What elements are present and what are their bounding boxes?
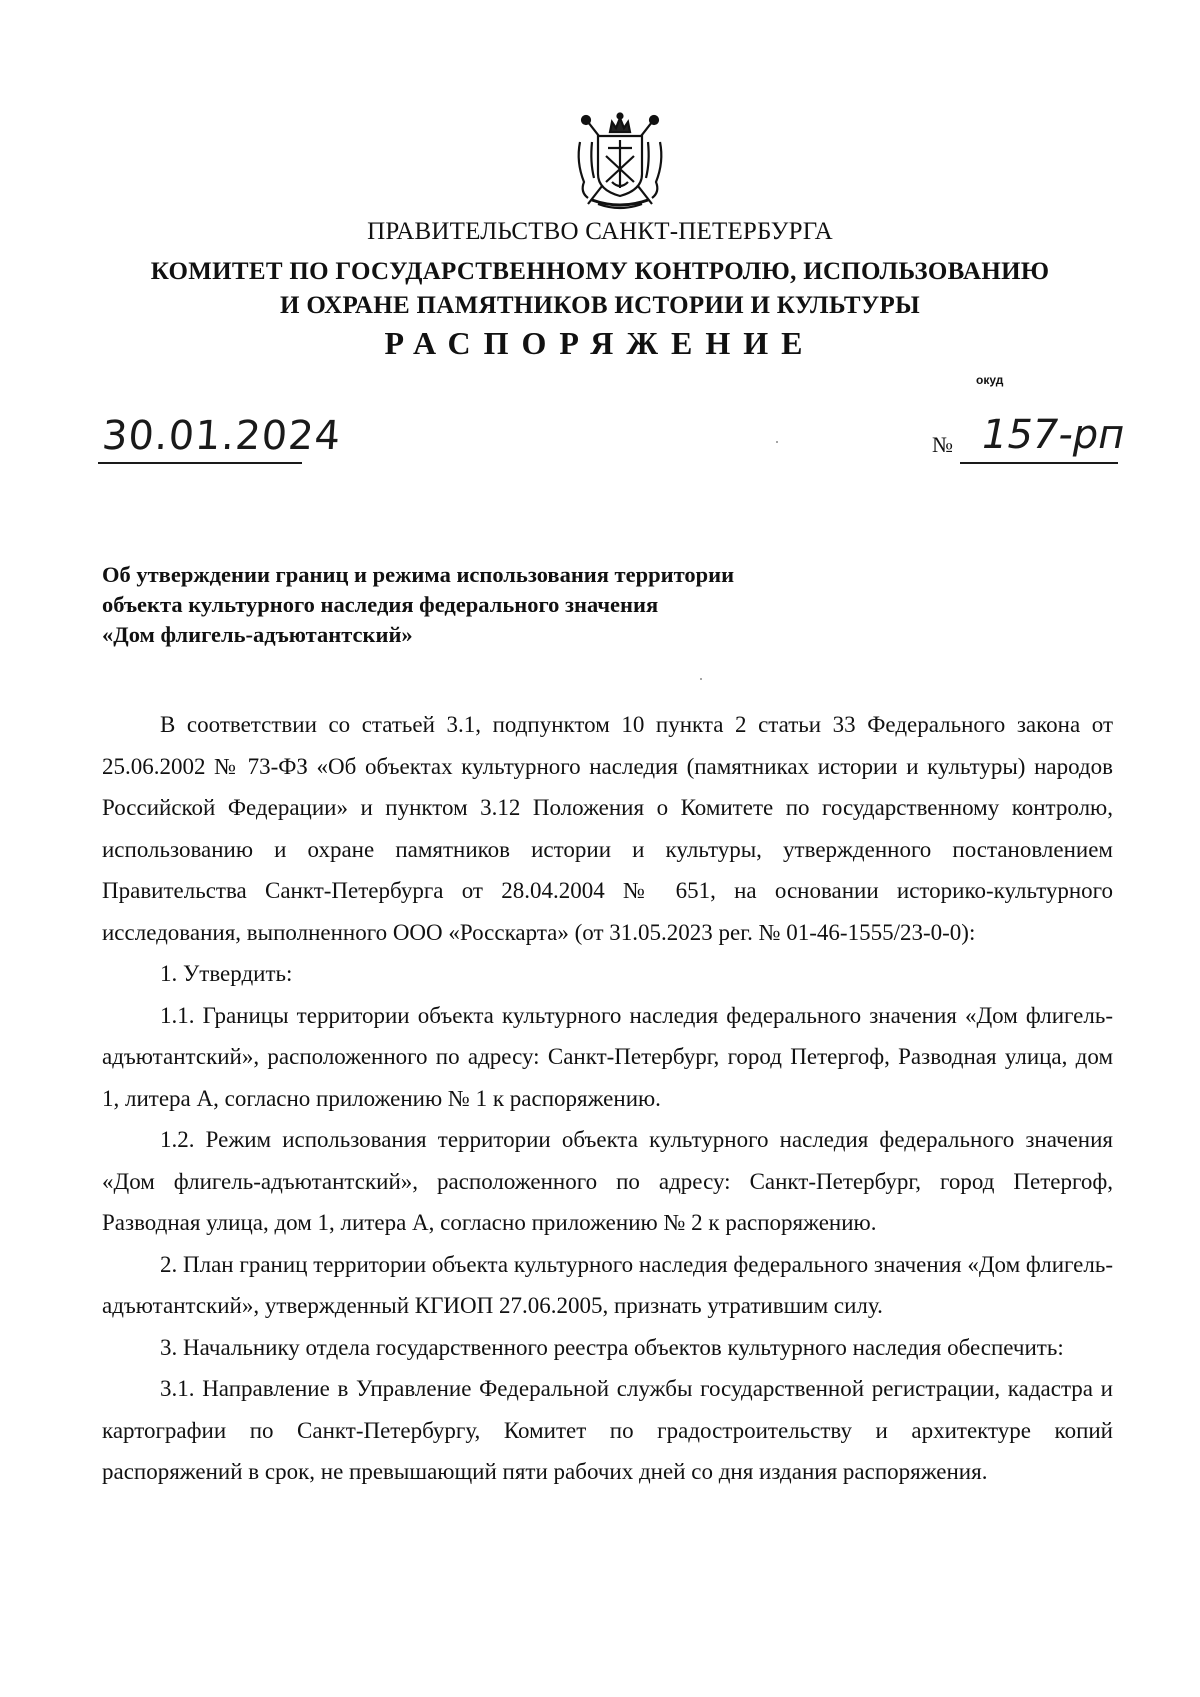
paragraph-item-3: 3. Начальнику отдела государственного реестра объектов культурного наследия обеспечить: <box>160 1334 1064 1360</box>
government-name: ПРАВИТЕЛЬСТВО САНКТ-ПЕТЕРБУРГА <box>367 218 833 245</box>
okud-label: окуд <box>976 373 1004 387</box>
document-type: РАСПОРЯЖЕНИЕ <box>384 325 816 361</box>
scan-speck <box>700 678 702 680</box>
title-line-1: Об утверждении границ и режима использования территории <box>102 562 735 587</box>
paragraph-item-2: 2. План границ территории объекта культурного наследия федерального значения «Дом флигель-адъютантский», утвержденный КГИОП 27.06.2005, признать утратившим силу. <box>102 1251 1113 1318</box>
title-line-2: объекта культурного наследия федерального значения <box>102 592 659 617</box>
committee-name-line-2: И ОХРАНЕ ПАМЯТНИКОВ ИСТОРИИ И КУЛЬТУРЫ <box>280 292 920 319</box>
paragraph-item-1-2: 1.2. Режим использования территории объекта культурного наследия федерального значения «Дом флигель-адъютантский», расположенного по адресу: Санкт-Петербург, город Петергоф, Разводная улица, дом 1, литера А, согласно приложению № 2 к распоряжению. <box>102 1127 1113 1235</box>
paragraph-item-1-1: 1.1. Границы территории объекта культурного наследия федерального значения «Дом флигель-адъютантский», расположенного по адресу: Санкт-Петербург, город Петергоф, Разводная улица, дом 1, литера А, согласно приложению № 1 к распоряжению. <box>102 1002 1113 1111</box>
document-number: 157-рп <box>982 412 1125 458</box>
scan-speck <box>776 441 778 443</box>
committee-name-line-1: КОМИТЕТ ПО ГОСУДАРСТВЕННОМУ КОНТРОЛЮ, ИСПОЛЬЗОВАНИЮ <box>150 258 1050 285</box>
date-underline <box>98 462 302 464</box>
document-title <box>102 560 1002 650</box>
document-body <box>102 704 1113 1493</box>
title-line-3: «Дом флигель-адъютантский» <box>102 622 413 647</box>
paragraph-item-1: 1. Утвердить: <box>160 961 293 986</box>
number-underline <box>960 462 1118 464</box>
saint-petersburg-coat-of-arms-icon <box>572 112 668 212</box>
document-date: 30.01.2024 <box>100 413 343 459</box>
paragraph-item-3-1: 3.1. Направление в Управление Федеральной службы государственной регистрации, кадастра и картографии по Санкт-Петербургу, Комитет по градостроительству и архитектуре копий распоряжений в срок, не превышающий пяти рабочих дней со дня издания распоряжения. <box>102 1376 1113 1484</box>
paragraph-preamble: В соответствии со статьей 3.1, подпунктом 10 пункта 2 статьи 33 Федерального закона от 25.06.2002 № 73-ФЗ «Об объектах культурного наследия (памятниках истории и культуры) народов Российской Федерации» и пунктом 3.12 Положения о Комитете по государственному контролю, использованию и охране памятников истории и культуры, утвержденного постановлением Правительства Санкт-Петербурга от 28.04.2004 № 651, на основании историко-культурного исследования, выполненного ООО «Росскарта» (от 31.05.2023 рег. № 01-46-1555/23-0-0): <box>102 712 1113 945</box>
number-sign: № <box>932 432 953 457</box>
